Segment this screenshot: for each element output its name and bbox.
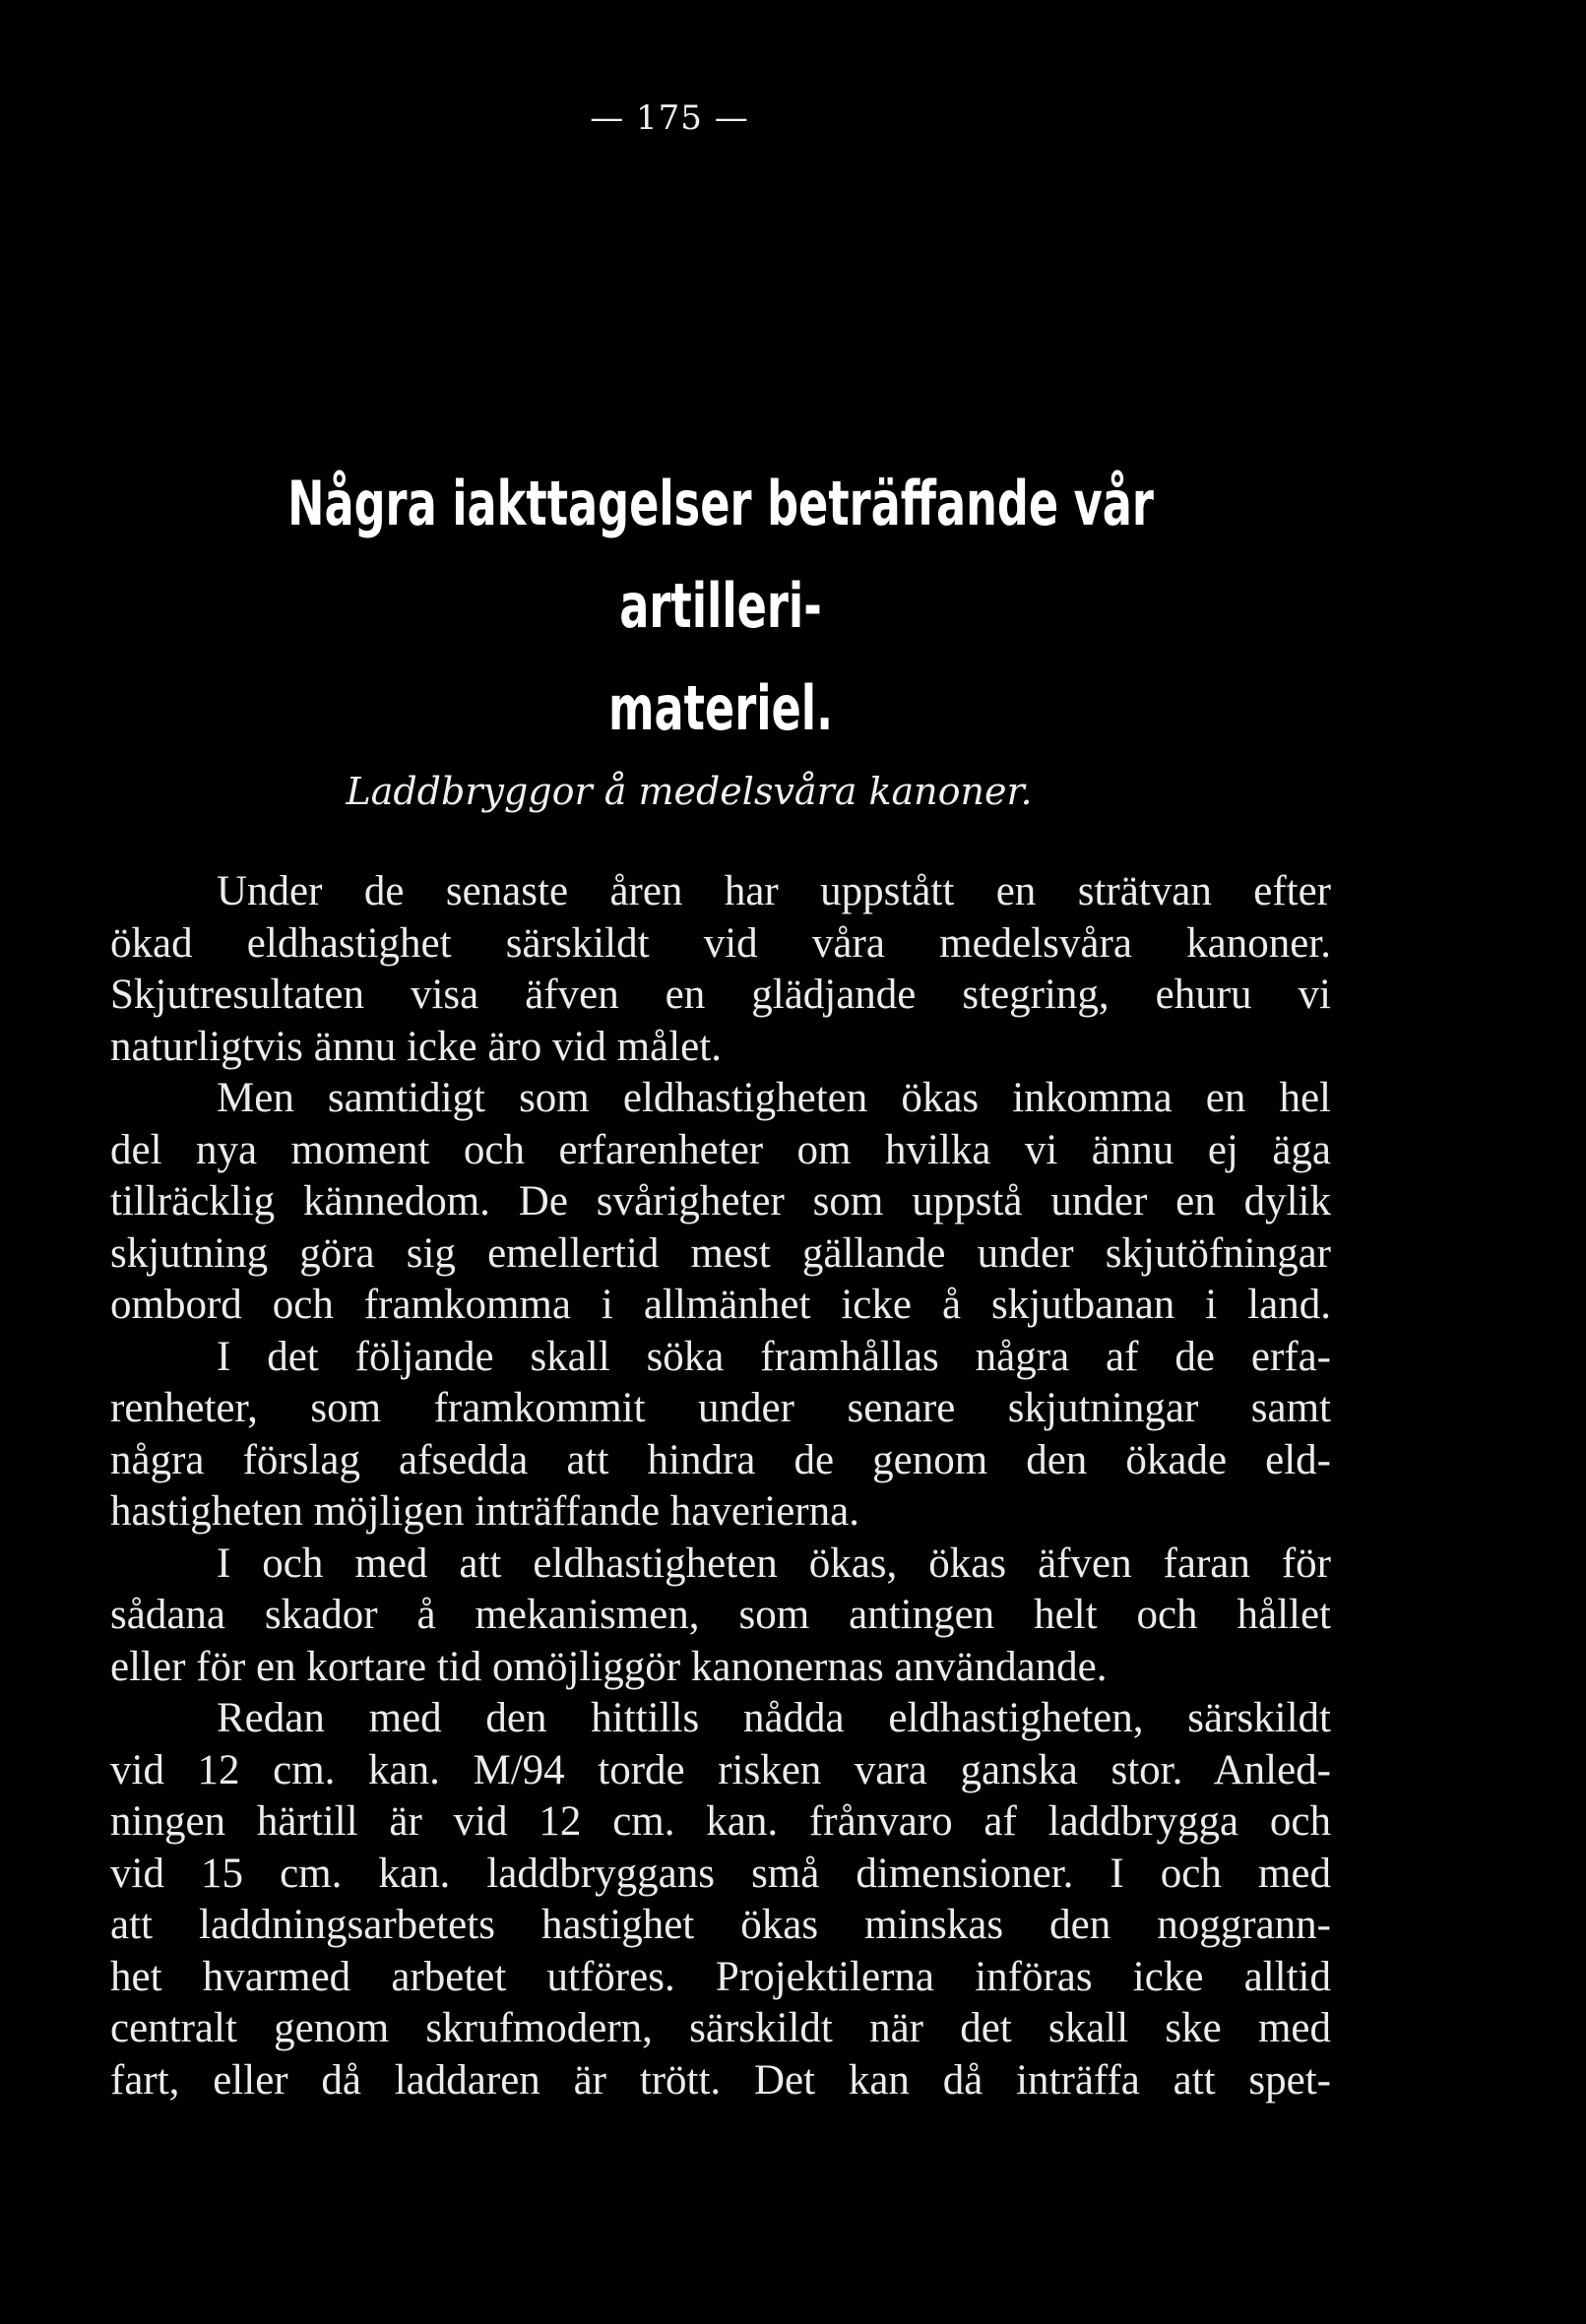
text-line: het hvarmed arbetet utföres. Projektilerna införas icke alltid: [110, 1953, 1331, 2000]
text-line: sådana skador å mekanismen, som antingen helt och hållet: [110, 1592, 1331, 1638]
title-line: materiel.: [607, 672, 834, 744]
text-line: centralt genom skrufmodern, särskildt när det skall ske med: [110, 2005, 1331, 2051]
text-line: I och med att eldhastigheten ökas, ökas äfven faran för: [217, 1539, 1331, 1587]
text-line: Skjutresultaten visa äfven en glädjande stegring, ehuru vi: [110, 972, 1331, 1018]
text-line: del nya moment och erfarenheter om hvilka vi ännu ej äga: [110, 1126, 1331, 1173]
text-line: tillräcklig kännedom. De svårigheter som uppstå under en dylik: [110, 1178, 1331, 1225]
text-line: ökad eldhastighet särskildt vid våra medelsvåra kanoner.: [110, 919, 1331, 967]
text-line: naturligtvis ännu icke äro vid målet.: [110, 1023, 722, 1070]
text-line: hastigheten möjligen inträffande haverierna.: [110, 1488, 859, 1535]
text-line: några förslag afsedda att hindra de genom den ökade eld-: [110, 1436, 1331, 1483]
text-line: skjutning göra sig emellertid mest gällande under skjutöfningar: [110, 1229, 1331, 1277]
text-line: eller för en kortare tid omöjliggör kanonernas användande.: [110, 1643, 1108, 1690]
text-line: vid 12 cm. kan. M/94 torde risken vara ganska stor. Anled-: [110, 1746, 1331, 1793]
text-line: Under de senaste åren har uppstått en strätvan efter: [217, 868, 1331, 914]
title-line: Några iakttagelser beträffande vår artilleri-: [287, 468, 1154, 642]
page-number: — 175 —: [590, 98, 749, 138]
text-line: I det följande skall söka framhållas några af de erfa-: [217, 1333, 1331, 1380]
text-line: ombord och framkomma i allmänhet icke å skjutbanan i land.: [110, 1282, 1331, 1328]
body-text: [110, 866, 1331, 2106]
text-line: fart, eller då laddaren är trött. Det kan då inträffa att spet-: [110, 2056, 1331, 2104]
section-subtitle: Laddbryggor å medelsvåra kanoner.: [346, 770, 1033, 813]
text-line: att laddningsarbetets hastighet ökas minskas den noggrann-: [110, 1902, 1331, 1948]
text-line: renheter, som framkommit under senare skjutningar samt: [110, 1385, 1331, 1431]
text-line: Men samtidigt som eldhastigheten ökas inkomma en hel: [217, 1075, 1331, 1121]
article-title: [274, 453, 1167, 760]
text-line: ningen härtill är vid 12 cm. kan. frånvaro af laddbrygga och: [110, 1798, 1331, 1845]
text-line: vid 15 cm. kan. laddbryggans små dimensioner. I och med: [110, 1850, 1331, 1897]
text-line: Redan med den hittills nådda eldhastigheten, särskildt: [217, 1695, 1331, 1741]
